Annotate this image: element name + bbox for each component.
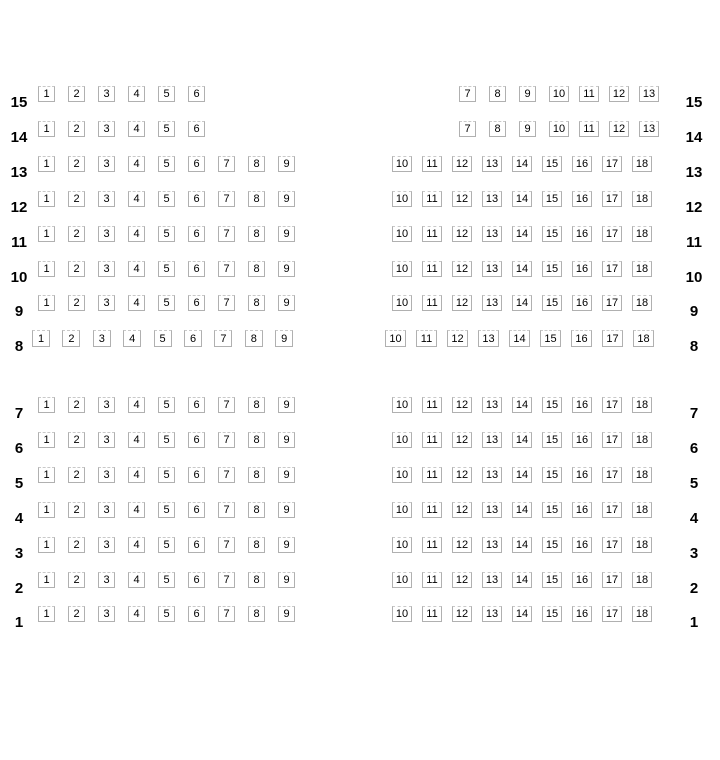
seat[interactable]: 9	[519, 121, 536, 137]
seat[interactable]: 11	[422, 295, 442, 311]
seat[interactable]: 15	[542, 397, 562, 413]
seat[interactable]: 10	[392, 432, 412, 448]
seat[interactable]: 13	[639, 121, 659, 137]
seat[interactable]: 12	[447, 330, 468, 347]
seat[interactable]: 5	[158, 295, 175, 311]
seat[interactable]: 5	[158, 226, 175, 242]
seat[interactable]: 5	[158, 606, 175, 622]
seat[interactable]: 1	[38, 606, 55, 622]
seat[interactable]: 7	[218, 295, 235, 311]
seat[interactable]: 5	[158, 572, 175, 588]
seat[interactable]: 4	[128, 86, 145, 102]
seat[interactable]: 12	[452, 537, 472, 553]
seat[interactable]: 12	[609, 121, 629, 137]
seat[interactable]: 11	[416, 330, 437, 347]
seat[interactable]: 11	[422, 467, 442, 483]
seat[interactable]: 14	[512, 432, 532, 448]
row-label-right: 10	[685, 269, 703, 286]
seat[interactable]: 15	[542, 537, 562, 553]
seat[interactable]: 10	[392, 295, 412, 311]
seat[interactable]: 4	[128, 606, 145, 622]
seat[interactable]: 8	[248, 537, 265, 553]
seat[interactable]: 11	[422, 432, 442, 448]
seat[interactable]: 6	[188, 572, 205, 588]
seat[interactable]: 6	[184, 330, 202, 347]
seat[interactable]: 8	[248, 261, 265, 277]
seat[interactable]: 1	[38, 467, 55, 483]
seat[interactable]: 17	[602, 226, 622, 242]
seat[interactable]: 9	[278, 467, 295, 483]
seat[interactable]: 12	[452, 261, 472, 277]
seat[interactable]: 1	[38, 432, 55, 448]
seat[interactable]: 4	[128, 226, 145, 242]
seat[interactable]: 13	[482, 502, 502, 518]
row-label-left: 8	[14, 338, 24, 355]
seat[interactable]: 10	[392, 537, 412, 553]
seat[interactable]: 12	[452, 156, 472, 172]
seat[interactable]: 10	[392, 261, 412, 277]
row-label-right: 14	[685, 129, 703, 146]
seat[interactable]: 8	[248, 156, 265, 172]
seat[interactable]: 17	[602, 467, 622, 483]
seat[interactable]: 18	[632, 537, 652, 553]
seat[interactable]: 12	[452, 191, 472, 207]
seat[interactable]: 3	[98, 606, 115, 622]
seat[interactable]: 14	[512, 467, 532, 483]
row-label-right: 15	[685, 94, 703, 111]
seat[interactable]: 18	[632, 467, 652, 483]
seat[interactable]: 2	[68, 467, 85, 483]
seat[interactable]: 13	[482, 606, 502, 622]
seat[interactable]: 13	[482, 295, 502, 311]
seat[interactable]: 18	[632, 397, 652, 413]
seat[interactable]: 2	[62, 330, 80, 347]
seat[interactable]: 6	[188, 432, 205, 448]
seat[interactable]: 3	[98, 467, 115, 483]
seat[interactable]: 10	[392, 226, 412, 242]
row-label-right: 4	[689, 510, 699, 527]
seat[interactable]: 3	[98, 397, 115, 413]
seat[interactable]: 7	[218, 467, 235, 483]
seat[interactable]: 16	[572, 261, 592, 277]
seat[interactable]: 7	[459, 86, 476, 102]
seat[interactable]: 2	[68, 191, 85, 207]
seat[interactable]: 9	[278, 397, 295, 413]
seat[interactable]: 17	[602, 572, 622, 588]
row-label-right: 3	[689, 545, 699, 562]
seat[interactable]: 8	[489, 121, 506, 137]
seat[interactable]: 5	[158, 397, 175, 413]
seat[interactable]: 18	[632, 606, 652, 622]
seat[interactable]: 17	[602, 397, 622, 413]
seat[interactable]: 10	[392, 502, 412, 518]
seat[interactable]: 2	[68, 606, 85, 622]
seat[interactable]: 3	[98, 502, 115, 518]
seat[interactable]: 7	[218, 537, 235, 553]
seat[interactable]: 14	[512, 502, 532, 518]
seat[interactable]: 2	[68, 537, 85, 553]
seat[interactable]: 15	[542, 156, 562, 172]
seat[interactable]: 9	[278, 156, 295, 172]
seat[interactable]: 16	[572, 156, 592, 172]
seat[interactable]: 7	[218, 606, 235, 622]
seat[interactable]: 18	[632, 432, 652, 448]
seat[interactable]: 9	[278, 432, 295, 448]
seat[interactable]: 5	[158, 86, 175, 102]
seat[interactable]: 17	[602, 606, 622, 622]
row-label-left: 14	[10, 129, 28, 146]
seat[interactable]: 3	[98, 537, 115, 553]
seat[interactable]: 4	[128, 295, 145, 311]
seat[interactable]: 3	[98, 226, 115, 242]
seat[interactable]: 7	[218, 502, 235, 518]
seat[interactable]: 13	[482, 467, 502, 483]
row-label-right: 12	[685, 199, 703, 216]
seat[interactable]: 18	[632, 502, 652, 518]
seat[interactable]: 9	[278, 295, 295, 311]
seat[interactable]: 8	[248, 432, 265, 448]
seat[interactable]: 3	[98, 572, 115, 588]
seat[interactable]: 3	[98, 432, 115, 448]
seat[interactable]: 16	[572, 191, 592, 207]
seat[interactable]: 15	[542, 226, 562, 242]
seat[interactable]: 7	[218, 226, 235, 242]
row-label-left: 10	[10, 269, 28, 286]
seat[interactable]: 6	[188, 156, 205, 172]
row-label-right: 7	[689, 405, 699, 422]
seat[interactable]: 13	[482, 156, 502, 172]
seat[interactable]: 4	[128, 191, 145, 207]
row-label-right: 13	[685, 164, 703, 181]
seat[interactable]: 18	[632, 226, 652, 242]
seat[interactable]: 6	[188, 467, 205, 483]
seat[interactable]: 14	[512, 156, 532, 172]
seat[interactable]: 7	[218, 191, 235, 207]
seat[interactable]: 4	[123, 330, 141, 347]
seat[interactable]: 11	[422, 397, 442, 413]
seat[interactable]: 13	[482, 397, 502, 413]
seat[interactable]: 16	[572, 537, 592, 553]
seat[interactable]: 13	[482, 537, 502, 553]
seat[interactable]: 13	[482, 191, 502, 207]
seat[interactable]: 17	[602, 502, 622, 518]
seat[interactable]: 1	[38, 191, 55, 207]
seat[interactable]: 11	[422, 606, 442, 622]
seat[interactable]: 9	[278, 502, 295, 518]
seat[interactable]: 10	[392, 572, 412, 588]
seat[interactable]: 14	[512, 606, 532, 622]
seat[interactable]: 6	[188, 397, 205, 413]
seat[interactable]: 2	[68, 86, 85, 102]
row-label-left: 7	[14, 405, 24, 422]
seat[interactable]: 6	[188, 226, 205, 242]
seat[interactable]: 2	[68, 226, 85, 242]
seat[interactable]: 1	[38, 226, 55, 242]
seat[interactable]: 11	[422, 191, 442, 207]
seat[interactable]: 13	[639, 86, 659, 102]
seat[interactable]: 13	[482, 261, 502, 277]
seat[interactable]: 7	[218, 572, 235, 588]
seat[interactable]: 15	[542, 261, 562, 277]
seat[interactable]: 12	[609, 86, 629, 102]
seat[interactable]: 4	[128, 432, 145, 448]
seat[interactable]: 1	[38, 572, 55, 588]
seat[interactable]: 7	[218, 397, 235, 413]
seat[interactable]: 10	[392, 156, 412, 172]
seat[interactable]: 9	[278, 572, 295, 588]
seat[interactable]: 14	[512, 397, 532, 413]
seat[interactable]: 16	[572, 606, 592, 622]
seat[interactable]: 14	[512, 572, 532, 588]
seat[interactable]: 18	[633, 330, 654, 347]
seat[interactable]: 4	[128, 537, 145, 553]
seat[interactable]: 11	[422, 156, 442, 172]
seat[interactable]: 4	[128, 502, 145, 518]
seat[interactable]: 6	[188, 191, 205, 207]
seat[interactable]: 11	[579, 121, 599, 137]
seat[interactable]: 11	[422, 572, 442, 588]
seat[interactable]: 16	[572, 295, 592, 311]
seat[interactable]: 18	[632, 261, 652, 277]
seat[interactable]: 18	[632, 156, 652, 172]
seat[interactable]: 7	[459, 121, 476, 137]
seat[interactable]: 11	[422, 502, 442, 518]
row-label-left: 6	[14, 440, 24, 457]
seat[interactable]: 5	[158, 432, 175, 448]
seat[interactable]: 6	[188, 537, 205, 553]
row-label-right: 5	[689, 475, 699, 492]
seat[interactable]: 5	[158, 537, 175, 553]
seat[interactable]: 1	[38, 121, 55, 137]
seat[interactable]: 8	[248, 226, 265, 242]
seat[interactable]: 5	[154, 330, 172, 347]
seat[interactable]: 17	[602, 156, 622, 172]
seat[interactable]: 12	[452, 572, 472, 588]
seat[interactable]: 6	[188, 121, 205, 137]
seat[interactable]: 4	[128, 467, 145, 483]
seat[interactable]: 16	[571, 330, 592, 347]
row-label-right: 2	[689, 580, 699, 597]
seat[interactable]: 3	[98, 261, 115, 277]
seat[interactable]: 1	[32, 330, 50, 347]
seat[interactable]: 14	[512, 261, 532, 277]
seat[interactable]: 1	[38, 397, 55, 413]
seat[interactable]: 16	[572, 226, 592, 242]
seat[interactable]: 9	[278, 191, 295, 207]
seat[interactable]: 10	[392, 191, 412, 207]
seat[interactable]: 5	[158, 502, 175, 518]
seat[interactable]: 9	[519, 86, 536, 102]
seat[interactable]: 14	[512, 226, 532, 242]
seat[interactable]: 5	[158, 191, 175, 207]
seat[interactable]: 10	[392, 467, 412, 483]
seat[interactable]: 14	[512, 191, 532, 207]
seat[interactable]: 1	[38, 86, 55, 102]
seat[interactable]: 18	[632, 295, 652, 311]
row-label-left: 3	[14, 545, 24, 562]
seat[interactable]: 6	[188, 261, 205, 277]
seat[interactable]: 2	[68, 121, 85, 137]
seat[interactable]: 17	[602, 537, 622, 553]
seat[interactable]: 13	[482, 226, 502, 242]
seat[interactable]: 15	[542, 191, 562, 207]
seat[interactable]: 8	[248, 606, 265, 622]
seat[interactable]: 4	[128, 572, 145, 588]
seat[interactable]: 13	[482, 572, 502, 588]
seat[interactable]: 12	[452, 397, 472, 413]
seat[interactable]: 12	[452, 295, 472, 311]
seat[interactable]: 1	[38, 261, 55, 277]
seat[interactable]: 2	[68, 397, 85, 413]
seat[interactable]: 3	[98, 295, 115, 311]
row-label-right: 11	[686, 234, 702, 251]
seat[interactable]: 15	[542, 502, 562, 518]
seat[interactable]: 13	[482, 432, 502, 448]
seat[interactable]: 1	[38, 156, 55, 172]
seat[interactable]: 12	[452, 467, 472, 483]
seat[interactable]: 16	[572, 502, 592, 518]
seat[interactable]: 8	[248, 295, 265, 311]
seat[interactable]: 5	[158, 261, 175, 277]
seat[interactable]: 4	[128, 261, 145, 277]
seat[interactable]: 15	[542, 572, 562, 588]
row-label-left: 5	[14, 475, 24, 492]
row-label-left: 4	[14, 510, 24, 527]
row-label-right: 6	[689, 440, 699, 457]
seat[interactable]: 3	[93, 330, 111, 347]
seat[interactable]: 6	[188, 86, 205, 102]
seat[interactable]: 8	[489, 86, 506, 102]
seat[interactable]: 7	[218, 156, 235, 172]
seat[interactable]: 16	[572, 572, 592, 588]
seat[interactable]: 4	[128, 121, 145, 137]
seat[interactable]: 10	[392, 606, 412, 622]
seat[interactable]: 10	[549, 86, 569, 102]
seat[interactable]: 4	[128, 397, 145, 413]
seat[interactable]: 17	[602, 191, 622, 207]
seat[interactable]: 16	[572, 467, 592, 483]
seat[interactable]: 14	[512, 295, 532, 311]
seat[interactable]: 15	[542, 295, 562, 311]
seat[interactable]: 2	[68, 572, 85, 588]
seat[interactable]: 15	[540, 330, 561, 347]
row-label-left: 2	[14, 580, 24, 597]
row-label-left: 12	[10, 199, 28, 216]
seat[interactable]: 2	[68, 261, 85, 277]
row-label-right: 9	[689, 303, 699, 320]
seat[interactable]: 1	[38, 537, 55, 553]
seat[interactable]: 9	[278, 261, 295, 277]
seat[interactable]: 18	[632, 191, 652, 207]
row-label-left: 9	[14, 303, 24, 320]
seat[interactable]: 3	[98, 86, 115, 102]
seat[interactable]: 5	[158, 121, 175, 137]
seat[interactable]: 11	[422, 261, 442, 277]
seat[interactable]: 6	[188, 295, 205, 311]
row-label-left: 13	[10, 164, 28, 181]
row-label-left: 1	[14, 614, 24, 631]
seat[interactable]: 3	[98, 121, 115, 137]
seat[interactable]: 17	[602, 330, 623, 347]
seat[interactable]: 2	[68, 432, 85, 448]
seat[interactable]: 9	[278, 537, 295, 553]
row-label-left: 15	[10, 94, 28, 111]
seat[interactable]: 7	[218, 261, 235, 277]
seat[interactable]: 16	[572, 432, 592, 448]
seat[interactable]: 4	[128, 156, 145, 172]
seat[interactable]: 10	[385, 330, 406, 347]
seat[interactable]: 14	[509, 330, 530, 347]
row-label-left: 11	[11, 234, 27, 251]
seat[interactable]: 12	[452, 606, 472, 622]
seat[interactable]: 12	[452, 226, 472, 242]
seat[interactable]: 9	[278, 606, 295, 622]
seat[interactable]: 11	[422, 537, 442, 553]
seat[interactable]: 6	[188, 606, 205, 622]
seat[interactable]: 2	[68, 156, 85, 172]
seat[interactable]: 17	[602, 261, 622, 277]
seat[interactable]: 6	[188, 502, 205, 518]
seat[interactable]: 1	[38, 295, 55, 311]
seat[interactable]: 8	[248, 191, 265, 207]
seat[interactable]: 15	[542, 432, 562, 448]
seat[interactable]: 1	[38, 502, 55, 518]
seat[interactable]: 10	[549, 121, 569, 137]
seat[interactable]: 8	[248, 397, 265, 413]
seat[interactable]: 11	[579, 86, 599, 102]
seat[interactable]: 17	[602, 432, 622, 448]
seat[interactable]: 8	[245, 330, 263, 347]
seat[interactable]: 5	[158, 156, 175, 172]
seat[interactable]: 11	[422, 226, 442, 242]
seat[interactable]: 13	[478, 330, 499, 347]
seat[interactable]: 10	[392, 397, 412, 413]
seat[interactable]: 3	[98, 191, 115, 207]
seat[interactable]: 15	[542, 606, 562, 622]
seat[interactable]: 5	[158, 467, 175, 483]
seat[interactable]: 18	[632, 572, 652, 588]
seat[interactable]: 2	[68, 295, 85, 311]
seat[interactable]: 8	[248, 572, 265, 588]
row-label-right: 1	[689, 614, 699, 631]
seat[interactable]: 9	[278, 226, 295, 242]
seat[interactable]: 2	[68, 502, 85, 518]
seat[interactable]: 12	[452, 502, 472, 518]
seat[interactable]: 15	[542, 467, 562, 483]
seat[interactable]: 7	[218, 432, 235, 448]
seat[interactable]: 9	[275, 330, 293, 347]
seat[interactable]: 14	[512, 537, 532, 553]
seat[interactable]: 8	[248, 467, 265, 483]
row-label-right: 8	[689, 338, 699, 355]
seat[interactable]: 17	[602, 295, 622, 311]
seat[interactable]: 12	[452, 432, 472, 448]
seat[interactable]: 3	[98, 156, 115, 172]
seat[interactable]: 7	[214, 330, 232, 347]
seat[interactable]: 8	[248, 502, 265, 518]
seat[interactable]: 16	[572, 397, 592, 413]
